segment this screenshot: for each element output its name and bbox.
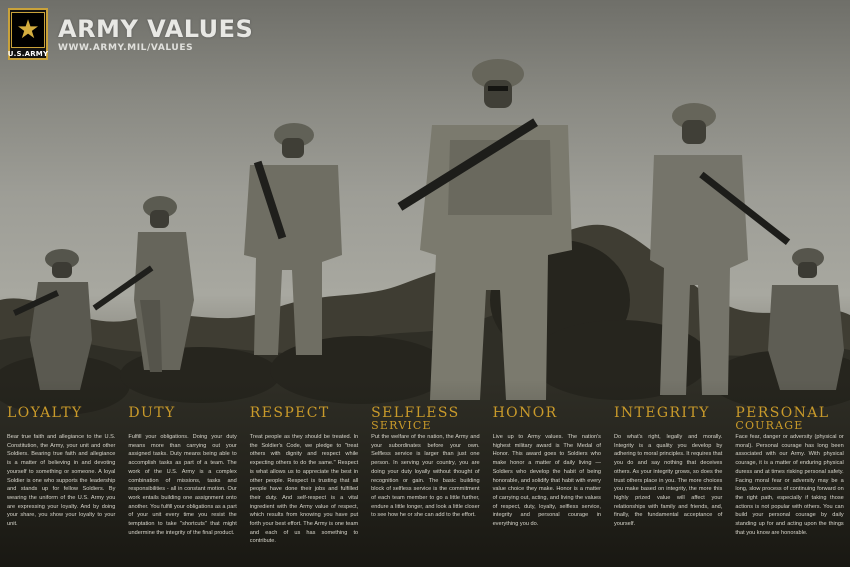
value-heading: DUTY <box>128 405 176 421</box>
value-subheading: COURAGE <box>735 419 804 432</box>
value-heading: RESPECT <box>249 405 330 421</box>
website-url: WWW.ARMY.MIL/VALUES <box>58 42 194 53</box>
value-heading: SELFLESS <box>371 405 460 421</box>
value-description: Do what's right, legally and morally. Integrity is a quality you develop by adhering to moral principles. It requires that you do and say nothing that deceives others. As your integrity grows, so does the trust others place in you. The more choices you make based on integrity, the more this highly prized value will affect your relationships with family and friends, and, finally, the fundamental acceptance of yourself. <box>613 434 723 528</box>
value-personal-courage <box>728 405 849 567</box>
value-heading: PERSONAL <box>735 405 830 421</box>
value-heading: HONOR <box>492 405 558 421</box>
values-section <box>0 405 850 567</box>
value-description: Treat people as they should be treated. In the Soldier's Code, we pledge to "treat others with dignity and respect while expecting others to do the same." Respect is what allows us to appreciate the best in other people. Respect is trusting that all people have done their jobs and fulfilled their duty. And self-respect is a vital ingredient with the Army value of respect, which results from knowing you have put forth your best effort. The Army is one team and each of us has something to contribute. <box>249 434 359 545</box>
us-army-logo <box>8 8 48 60</box>
star-icon: ★ <box>11 12 45 48</box>
value-description: Live up to Army values. The nation's highest military award is The Medal of Honor. This award goes to Soldiers who make honor a matter of daily living — Soldiers who develop the habit of being honorable, and solidify that habit with every value choice they make. Honor is a matter of carrying out, acting, and living the values of respect, duty, loyalty, selfless service, integrity and personal courage in everything you do. <box>492 434 601 528</box>
value-description: Face fear, danger or adversity (physical or moral). Personal courage has long been associated with our Army. With physical courage, it is a matter of enduring physical duress and at times risking personal safety. Facing moral fear or adversity may be a long, slow process of continuing forward on the right path, especially if taking those actions is not popular with others. You can build your personal courage by daily standing up for and acting upon the things that you know are honorable. <box>735 434 844 536</box>
value-description: Fulfill your obligations. Doing your duty means more than carrying out your assigned tasks. Duty means being able to accomplish tasks as part of a team. The work of the U.S. Army is a complex combination of missions, tasks and responsibilities - all in constant motion. Our work entails building one assignment onto another. You fulfill your obligations as a part of your unit every time you resist the temptation to take "shortcuts" that might undermine the integrity of the final product. <box>128 434 237 536</box>
value-description: Bear true faith and allegiance to the U.S. Constitution, the Army, your unit and other Soldiers. Bearing true faith and allegiance is a matter of believing in and devoting yourself to something or someone. A loyal Soldier is one who supports the leadership and stands up for fellow Soldiers. By wearing the uniform of the U.S. Army you are expressing your loyalty. And by doing your share, you show your loyalty to your unit. <box>7 434 116 528</box>
value-integrity <box>607 405 728 567</box>
value-heading: INTEGRITY <box>613 405 710 421</box>
branding <box>8 8 253 60</box>
poster-title: ARMY VALUES <box>58 14 254 43</box>
value-heading: LOYALTY <box>7 405 83 421</box>
value-honor <box>486 405 607 567</box>
value-selfless-service <box>364 405 485 567</box>
value-description: Put the welfare of the nation, the Army and your subordinates before your own. Selfless service is larger than just one person. In serving your country, you are doing your duty loyally without thought of recognition or gain. The basic building block of selfless service is the commitment of each team member to go a little further, endure a little longer, and look a little closer to see how he or she can add to the effort. <box>371 434 480 519</box>
value-respect <box>243 405 364 567</box>
value-loyalty <box>0 405 121 567</box>
logo-wordmark: U.S.ARMY <box>7 50 49 58</box>
value-duty <box>121 405 242 567</box>
value-subheading: SERVICE <box>371 419 432 432</box>
